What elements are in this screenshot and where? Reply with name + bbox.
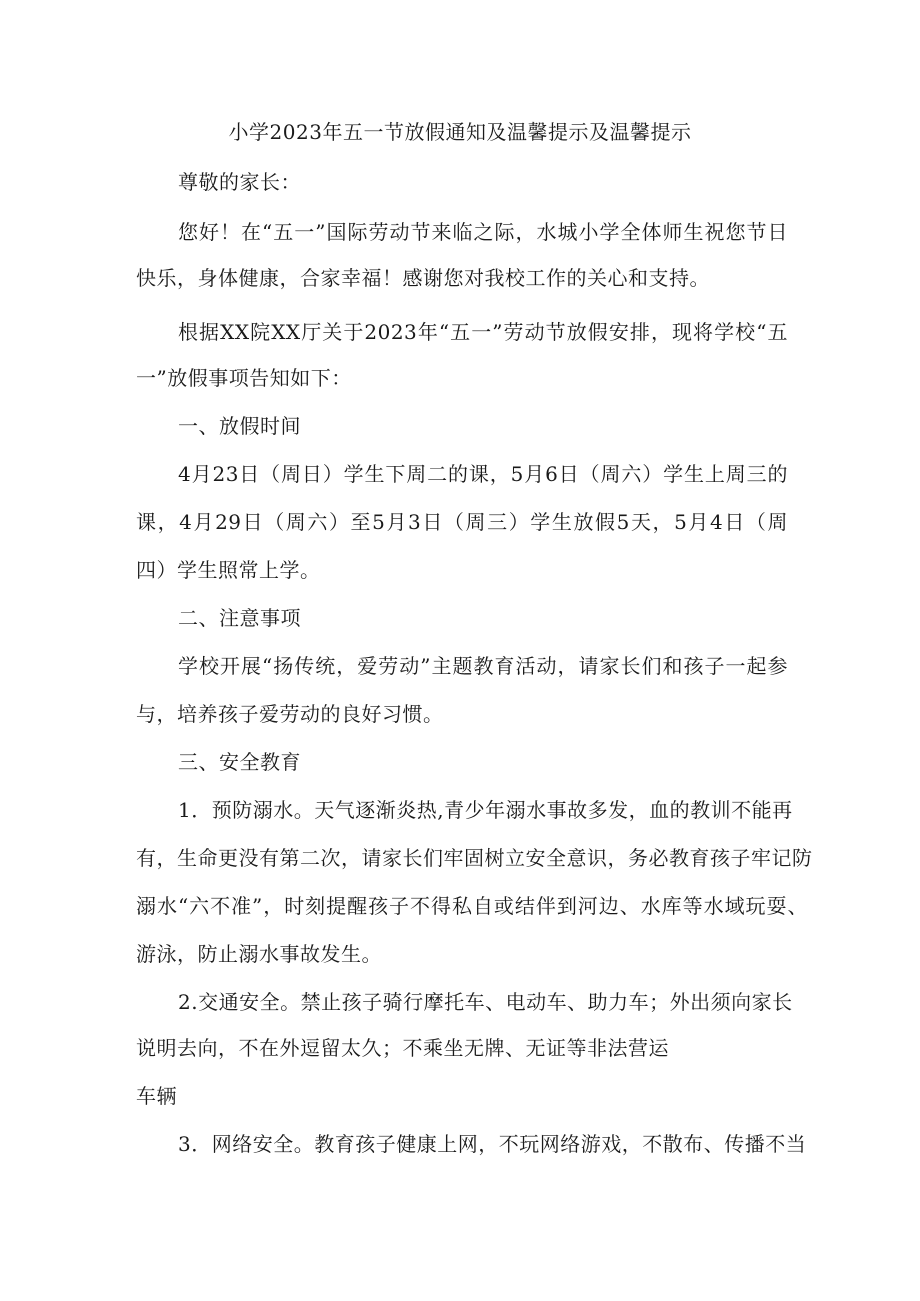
document-title: 小学2023年五一节放假通知及温馨提示及温馨提示 (228, 120, 692, 144)
paragraph-line: 1．预防溺水。天气逐渐炎热,青少年溺水事故多发，血的教训不能再 (178, 798, 793, 822)
paragraph-line: 2.交通安全。禁止孩子骑行摩托车、电动车、助力车；外出须向家长 (178, 990, 793, 1014)
paragraph-line: 3．网络安全。教育孩子健康上网，不玩网络游戏，不散布、传播不当 (178, 1132, 807, 1156)
paragraph-line: 有，生命更没有第二次，请家长们牢固树立安全意识，务必教育孩子牢记防 (136, 846, 813, 870)
greeting-line: 您好！在“五一”国际劳动节来临之际，水城小学全体师生祝您节日 (178, 220, 788, 244)
section-heading: 一、放假时间 (178, 414, 301, 438)
paragraph-line: 说明去向，不在外逗留太久；不乘坐无牌、无证等非法营运 (136, 1036, 669, 1060)
paragraph-line: 溺水“六不准”，时刻提醒孩子不得私自或结伴到河边、水库等水域玩耍、 (136, 894, 808, 918)
paragraph-line: 车辆 (136, 1084, 177, 1108)
salutation: 尊敬的家长： (178, 170, 301, 194)
section-heading: 二、注意事项 (178, 606, 301, 630)
paragraph-line: 学校开展“扬传统，爱劳动”主题教育活动，请家长们和孩子一起参 (178, 654, 788, 678)
paragraph-line: 课，4月29日（周六）至5月3日（周三）学生放假5天，5月4日（周 (136, 510, 788, 534)
greeting-line: 快乐，身体健康，合家幸福！感谢您对我校工作的关心和支持。 (136, 266, 710, 290)
paragraph-line: 四）学生照常上学。 (136, 558, 321, 582)
intro-line: 一”放假事项告知如下： (136, 366, 352, 390)
paragraph-line: 游泳，防止溺水事故发生。 (136, 942, 382, 966)
paragraph-line: 与，培养孩子爱劳动的良好习惯。 (136, 702, 444, 726)
intro-line: 根据XX院XX厅关于2023年“五一”劳动节放假安排，现将学校“五 (178, 320, 788, 344)
section-heading: 三、安全教育 (178, 750, 301, 774)
paragraph-line: 4月23日（周日）学生下周二的课，5月6日（周六）学生上周三的 (178, 462, 788, 486)
